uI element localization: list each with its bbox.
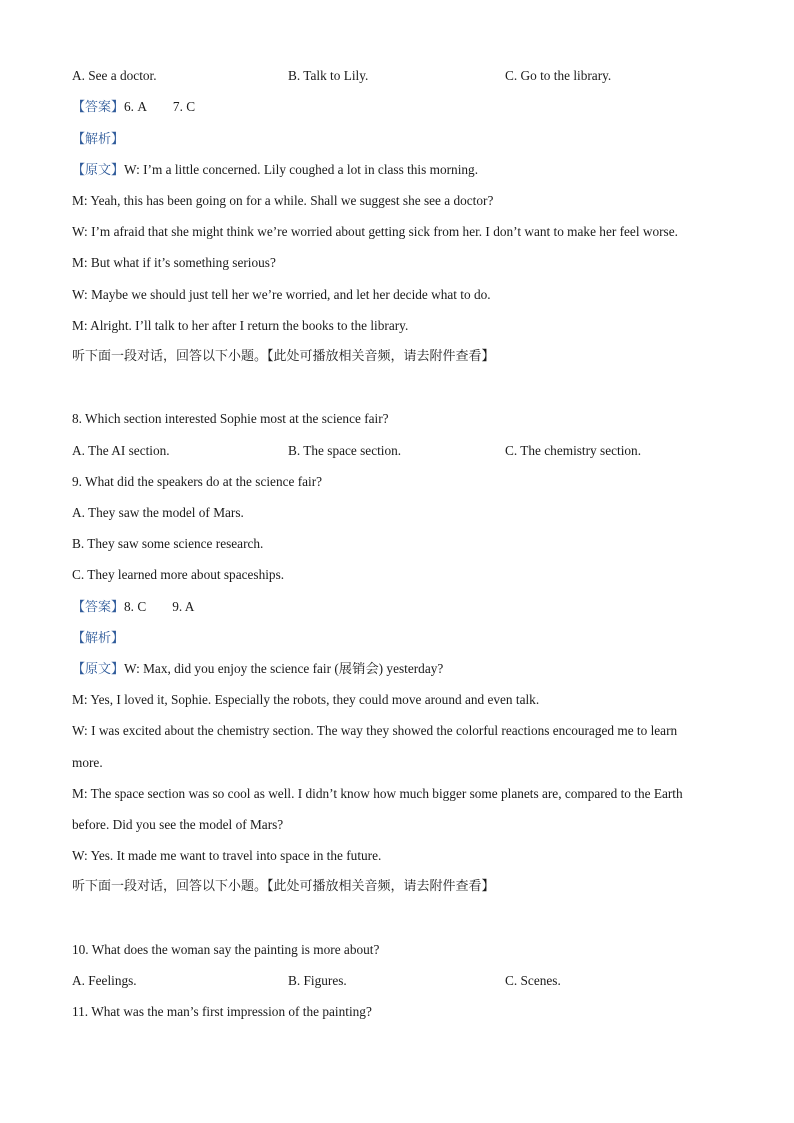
answer-6: 6. A (124, 99, 147, 114)
q7-option-b: B. Talk to Lily. (288, 68, 369, 83)
transcript-tag: 【原文】 (72, 662, 125, 677)
analysis-tag-2: 【解析】 (72, 631, 125, 646)
q9-option-b: B. They saw some science research. (72, 536, 264, 551)
answer-8: 8. C (124, 599, 147, 614)
answer-9: 9. A (172, 599, 195, 614)
q8-option-b: B. The space section. (288, 443, 402, 458)
transcript-1-line-2: W: I’m afraid that she might think we’re worried about getting sick from her. I don’t want to make her feel worse. (72, 224, 678, 239)
transcript-2-line-5: before. Did you see the model of Mars? (72, 817, 284, 832)
question-9: 9. What did the speakers do at the science fair? (72, 474, 323, 489)
transcript-2-line-1: M: Yes, I loved it, Sophie. Especially the robots, they could move around and even talk. (72, 692, 540, 707)
q9-option-c: C. They learned more about spaceships. (72, 567, 285, 582)
transcript-2-line-6: W: Yes. It made me want to travel into space in the future. (72, 848, 382, 863)
q10-option-a: A. Feelings. (72, 973, 137, 988)
answer-line-1 (72, 98, 195, 117)
transcript-1-line-3: M: But what if it’s something serious? (72, 255, 276, 270)
analysis-tag-1: 【解析】 (72, 132, 125, 147)
transcript-2-line-4: M: The space section was so cool as well. I didn’t know how much bigger some planets are, compared to the Earth (72, 786, 683, 801)
question-11: 11. What was the man’s first impression of the painting? (72, 1004, 372, 1019)
transcript-1-line-4: W: Maybe we should just tell her we’re worried, and let her decide what to do. (72, 287, 491, 302)
transcript-2-line-0: 【原文】W: Max, did you enjoy the science fair (展销会) yesterday? (72, 661, 444, 677)
question-8: 8. Which section interested Sophie most at the science fair? (72, 411, 389, 426)
q7-option-a: A. See a doctor. (72, 68, 157, 83)
transcript-1-line-1: M: Yeah, this has been going on for a while. Shall we suggest she see a doctor? (72, 193, 494, 208)
q8-option-c: C. The chemistry section. (505, 443, 642, 458)
transcript-1-line-5: M: Alright. I’ll talk to her after I return the books to the library. (72, 318, 409, 333)
q8-option-a: A. The AI section. (72, 443, 170, 458)
transcript-2-line-2: W: I was excited about the chemistry section. The way they showed the colorful reactions encouraged me to learn (72, 723, 678, 738)
answer-tag: 【答案】 (72, 600, 125, 615)
answer-7: 7. C (172, 99, 196, 114)
transcript-2-line-3: more. (72, 755, 103, 770)
q9-option-a: A. They saw the model of Mars. (72, 505, 244, 520)
audio-instruction-1: 听下面一段对话，回答以下小题。【此处可播放相关音频，请去附件查看】 (72, 349, 495, 364)
answer-tag: 【答案】 (72, 100, 125, 115)
q10-option-c: C. Scenes. (505, 973, 561, 988)
question-10: 10. What does the woman say the painting is more about? (72, 942, 380, 957)
audio-instruction-2: 听下面一段对话，回答以下小题。【此处可播放相关音频，请去附件查看】 (72, 879, 495, 894)
q7-option-c: C. Go to the library. (505, 68, 612, 83)
transcript-1-line-0: 【原文】W: I’m a little concerned. Lily coughed a lot in class this morning. (72, 162, 479, 178)
answer-line-2 (72, 598, 194, 617)
transcript-tag: 【原文】 (72, 163, 125, 178)
q10-option-b: B. Figures. (288, 973, 347, 988)
